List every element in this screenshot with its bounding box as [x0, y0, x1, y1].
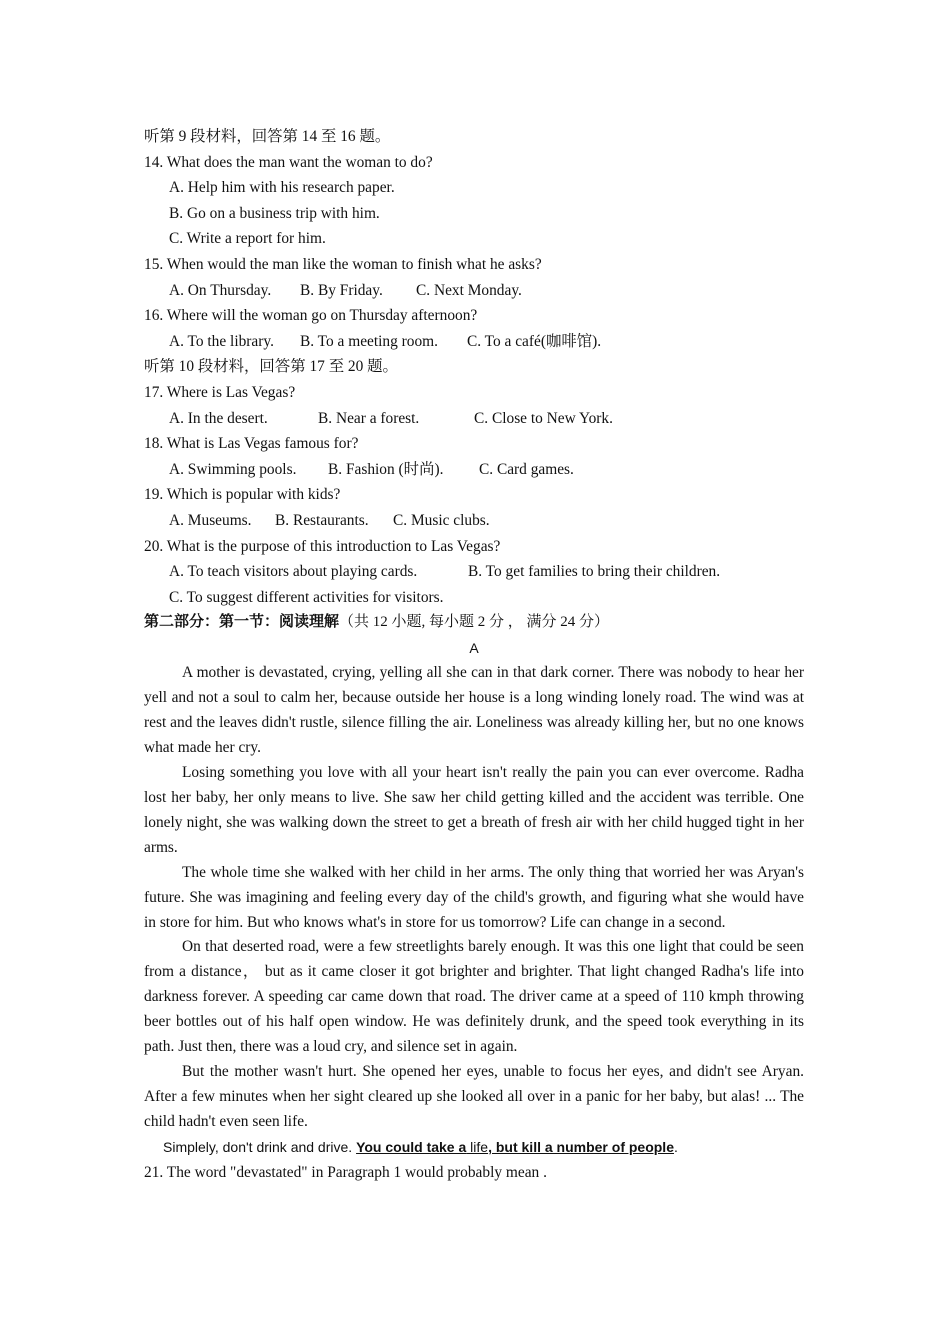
options-20	[144, 559, 804, 585]
option-15c: C. Next Monday.	[416, 281, 522, 299]
option-18c: C. Card games.	[479, 460, 574, 478]
option-14b: B. Go on a business trip with him.	[169, 204, 380, 222]
closing-end: .	[673, 1138, 678, 1155]
options-19	[144, 508, 804, 534]
question-15: 15. When would the man like the woman to finish what he asks?	[144, 255, 542, 273]
option-18b: B. Fashion (时尚).	[328, 460, 444, 478]
option-19b: B. Restaurants.	[275, 511, 369, 529]
closing-underline-3: , but kill a number of people	[488, 1138, 674, 1155]
option-15a: A. On Thursday.	[169, 281, 272, 299]
option-20b: B. To get families to bring their children.	[468, 563, 721, 581]
options-15	[144, 278, 804, 304]
reading-section-scoring: （共 12 小题, 每小题 2 分 ， 满分 24 分）	[339, 614, 610, 631]
options-17	[144, 406, 804, 432]
option-20a: A. To teach visitors about playing cards.	[169, 563, 418, 581]
option-18a: A. Swimming pools.	[169, 460, 297, 478]
question-16: 16. Where will the woman go on Thursday afternoon?	[144, 307, 478, 325]
question-18: 18. What is Las Vegas famous for?	[144, 435, 359, 453]
question-14: 14. What does the man want the woman to do?	[144, 153, 433, 171]
closing-line	[144, 1135, 804, 1161]
option-16c: C. To a café(咖啡馆).	[467, 332, 602, 350]
closing-underline-1: You could take a	[356, 1138, 467, 1155]
reading-section-heading	[144, 610, 804, 636]
option-20c: C. To suggest different activities for visitors.	[169, 588, 444, 606]
paragraph-5: But the mother wasn't hurt. She opened her eyes, unable to focus her eyes, and didn't see Aryan. After a few minutes when her sight cleared up she looked all over in a panic for her baby, but alas! ... The child hadn't even seen life.	[144, 1062, 804, 1130]
option-17b: B. Near a forest.	[318, 409, 420, 427]
section-intro-10: 听第 10 段材料，回答第 17 至 20 题。	[144, 358, 398, 376]
closing-plain: Simplely, don't drink and drive.	[163, 1138, 357, 1155]
paragraph-3: The whole time she walked with her child in her arms. The only thing that worried her was Aryan's future. She was imagining and feeling every day of the child's growth, and figuring what she would have in store for him. But who knows what's in store for us tomorrow? Life can change in a second.	[144, 863, 804, 931]
closing-underline-2: life	[466, 1138, 489, 1155]
question-17: 17. Where is Las Vegas?	[144, 383, 296, 401]
reading-section-title: 第二部分：第一节：阅读理解	[144, 614, 340, 631]
option-19c: C. Music clubs.	[393, 511, 490, 529]
passage-label: A	[469, 639, 479, 656]
document-page	[144, 124, 804, 1186]
paragraph-4: On that deserted road, were a few streetlights barely enough. It was this one light that could be seen from a distance， but as it came closer it got brighter and brighter. That light changed Radha's life into darkness forever. A speeding car came down that road. The driver came at a speed of 110 kmph throwing beer bottles out of his half open window. He was definitely drunk, and the speed took everything in its path. Just then, there was a loud cry, and silence set in again.	[144, 938, 804, 1056]
paragraph-2: Losing something you love with all your heart isn't really the pain you can ever overcome. Radha lost her baby, her only means to live. She saw her child getting killed and the accident was terrible. One lonely night, she was walking down the street to get a breath of fresh air with her child hugged tight in her arms.	[144, 764, 804, 856]
option-14c: C. Write a report for him.	[169, 230, 326, 248]
question-21: 21. The word "devastated" in Paragraph 1 would probably mean .	[144, 1164, 547, 1182]
section-intro-9: 听第 9 段材料，回答第 14 至 16 题。	[144, 128, 391, 145]
question-20: 20. What is the purpose of this introduction to Las Vegas?	[144, 537, 501, 555]
options-16	[144, 329, 804, 355]
question-19: 19. Which is popular with kids?	[144, 486, 341, 504]
option-19a: A. Museums.	[169, 511, 252, 529]
option-17a: A. In the desert.	[169, 409, 268, 427]
paragraph-1: A mother is devastated, crying, yelling all she can in that dark corner. There was nobody to hear her yell and not a soul to calm her, because outside her house is a long winding lonely road. The wind was at rest and the leaves didn't rustle, silence filling the air. Loneliness was already killing her, but no one knows what made her cry.	[144, 664, 804, 757]
option-15b: B. By Friday.	[300, 281, 383, 299]
option-14a: A. Help him with his research paper.	[169, 179, 395, 197]
option-16b: B. To a meeting room.	[300, 332, 438, 350]
option-17c: C. Close to New York.	[474, 409, 613, 427]
option-16a: A. To the library.	[169, 332, 274, 350]
options-18	[144, 457, 804, 483]
